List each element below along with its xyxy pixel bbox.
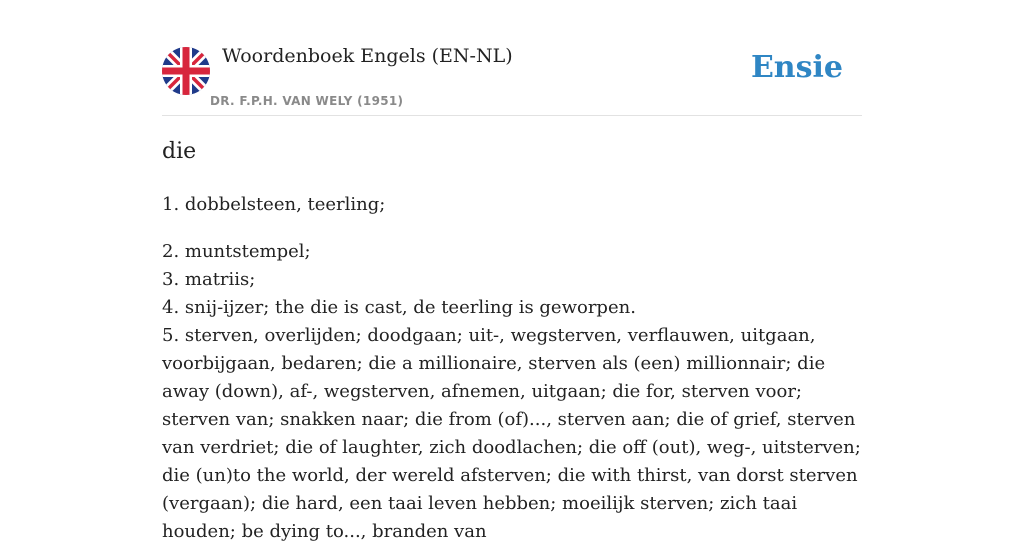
ensie-logo-link[interactable]: Ensie — [750, 50, 843, 85]
definition-item: 3. matriis; — [162, 269, 256, 290]
definition-item: 4. snij-ijzer; the die is cast, de teerling is geworpen. — [162, 297, 636, 318]
headword: die — [162, 139, 197, 164]
header-divider — [162, 115, 862, 116]
uk-flag-icon — [162, 47, 210, 95]
definition-item: 5. sterven, overlijden; doodgaan; uit-, wegsterven, verflauwen, uitgaan, voorbijgaan, bedaren; die a millionaire, sterven als (een) millionnair; die away (down), af-, wegsterven, afnemen, uitgaan; die for, sterven voor; sterven van; snakken naar; die from (of)..., sterven aan; die of grief, sterven van verdriet; die of laughter, zich doodlachen; die off (out), weg-, uitsterven; die (un)to the world, der wereld afsterven; die with thirst, van dorst sterven (vergaan); die hard, een taai leven hebben; moeilijk sterven; zich taai houden; be dying to..., branden van — [162, 325, 861, 542]
definitions-list — [162, 191, 862, 546]
definition-item: 2. muntstempel; — [162, 241, 311, 262]
dictionary-author: DR. F.P.H. VAN WELY (1951) — [210, 94, 404, 108]
dictionary-title[interactable]: Woordenboek Engels (EN-NL) — [222, 45, 513, 67]
definition-item: 1. dobbelsteen, teerling; — [162, 194, 386, 215]
